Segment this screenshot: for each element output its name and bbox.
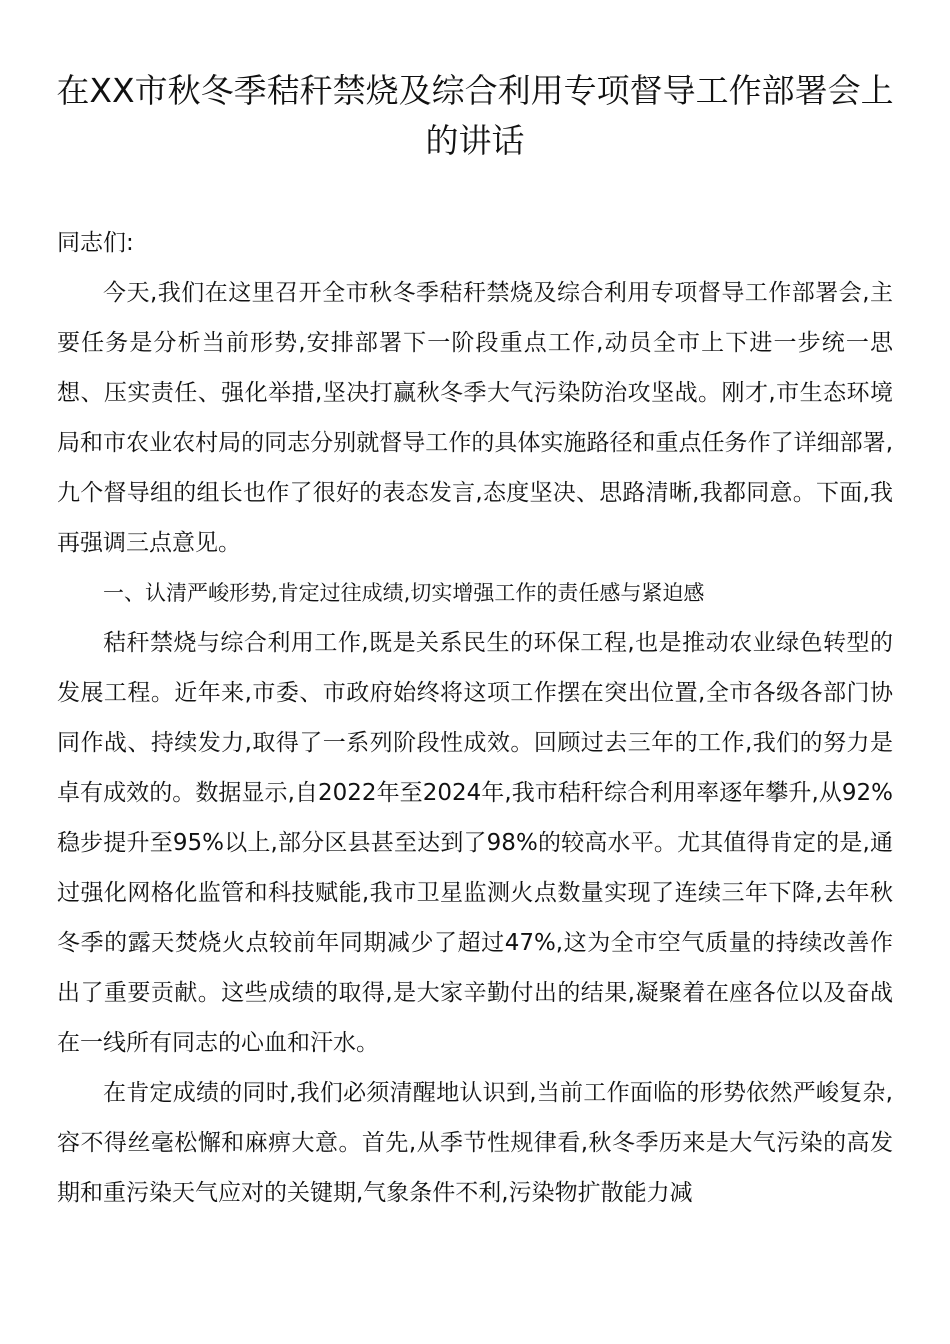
document-body xyxy=(57,218,893,1218)
document-title: 在XX市秋冬季秸秆禁烧及综合利用专项督导工作部署会上的讲话 xyxy=(56,71,894,160)
paragraph-opening: 今天,我们在这里召开全市秋冬季秸秆禁烧及综合利用专项督导工作部署会,主要任务是分析当前形势,安排部署下一阶段重点工作,动员全市上下进一步统一思想、压实责任、强化举措,坚决打赢秋冬季大气污染防治攻坚战。刚才,市生态环境局和市农业农村局的同志分别就督导工作的具体实施路径和重点任务作了详细部署,九个督导组的组长也作了很好的表态发言,态度坚决、思路清晰,我都同意。下面,我再强调三点意见。 xyxy=(57,280,893,556)
salutation: 同志们: xyxy=(57,230,134,256)
paragraph-challenges: 在肯定成绩的同时,我们必须清醒地认识到,当前工作面临的形势依然严峻复杂,容不得丝毫松懈和麻痹大意。首先,从季节性规律看,秋冬季历来是大气污染的高发期和重污染天气应对的关键期,气象条件不利,污染物扩散能力减 xyxy=(57,1080,893,1206)
section-heading-1: 一、认清严峻形势,肯定过往成绩,切实增强工作的责任感与紧迫感 xyxy=(103,581,705,605)
paragraph-achievements: 秸秆禁烧与综合利用工作,既是关系民生的环保工程,也是推动农业绿色转型的发展工程。近年来,市委、市政府始终将这项工作摆在突出位置,全市各级各部门协同作战、持续发力,取得了一系列阶段性成效。回顾过去三年的工作,我们的努力是卓有成效的。数据显示,自2022年至2024年,我市秸秆综合利用率逐年攀升,从92%稳步提升至95%以上,部分区县甚至达到了98%的较高水平。尤其值得肯定的是,通过强化网格化监管和科技赋能,我市卫星监测火点数量实现了连续三年下降,去年秋冬季的露天焚烧火点较前年同期减少了超过47%,这为全市空气质量的持续改善作出了重要贡献。这些成绩的取得,是大家辛勤付出的结果,凝聚着在座各位以及奋战在一线所有同志的心血和汗水。 xyxy=(57,630,893,1056)
